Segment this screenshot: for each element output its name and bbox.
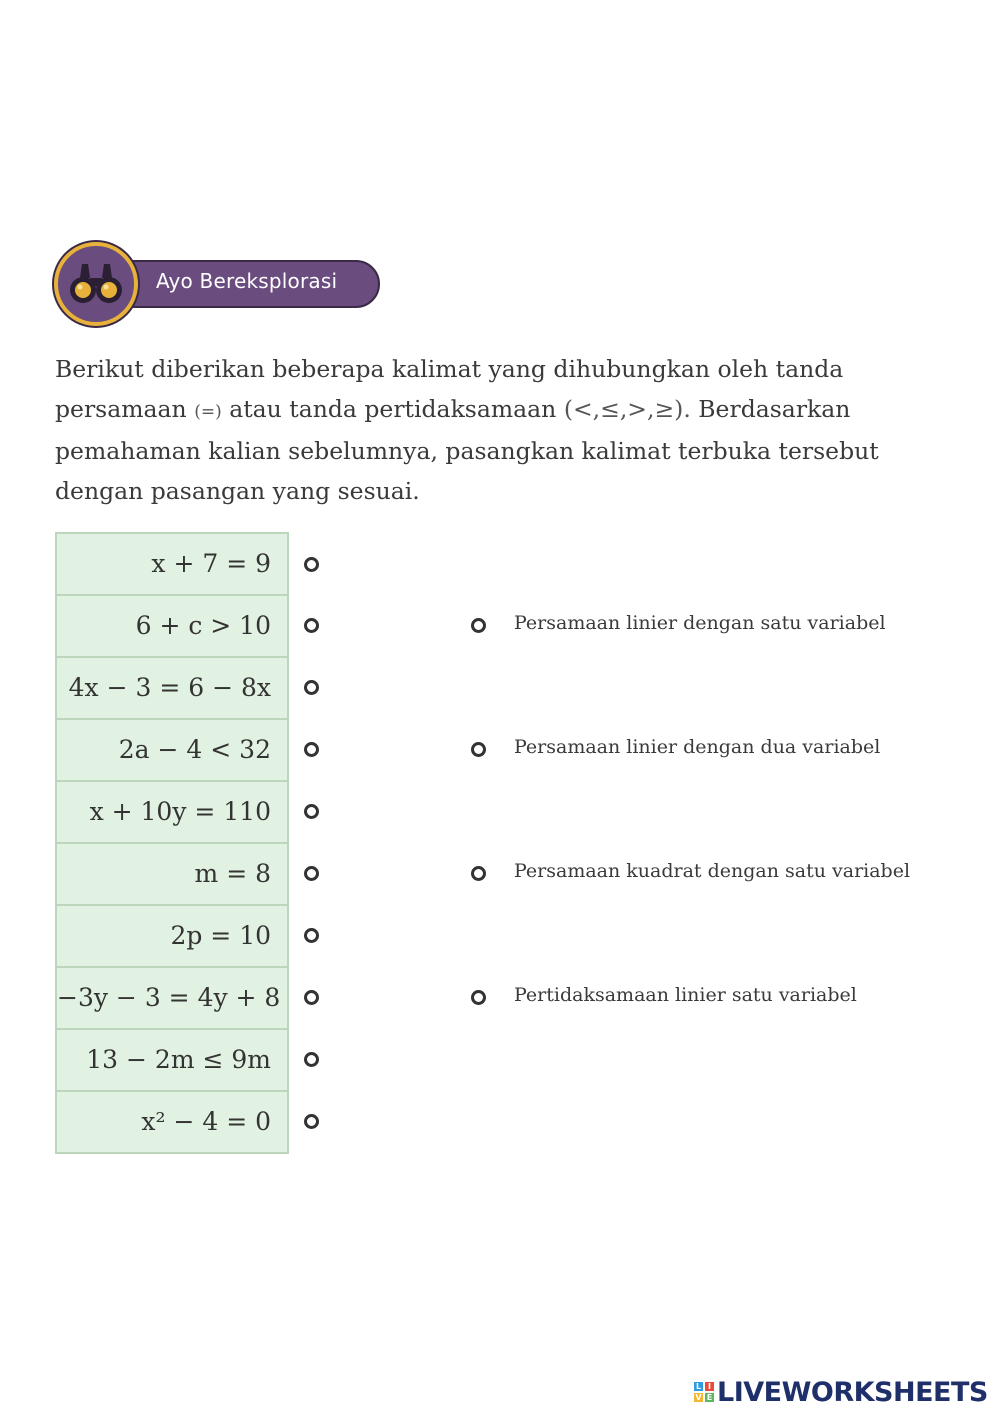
expression-cell: 2p = 10: [57, 906, 287, 968]
match-dot-expression-10[interactable]: [304, 1114, 319, 1129]
logo-text: LIVEWORKSHEETS: [717, 1376, 988, 1408]
match-dot-expression-4[interactable]: [304, 742, 319, 757]
category-label: Persamaan kuadrat dengan satu variabel: [514, 860, 911, 882]
match-dot-category-4[interactable]: [471, 990, 486, 1005]
instruction-paragraph: [55, 350, 955, 511]
logo-letter: V: [695, 1393, 702, 1402]
match-dot-expression-7[interactable]: [304, 928, 319, 943]
expression-cell: 2a − 4 < 32: [57, 720, 287, 782]
category-label: Persamaan linier dengan dua variabel: [514, 736, 881, 758]
match-dot-expression-5[interactable]: [304, 804, 319, 819]
inequality-symbols: (<,≤,>,≥).: [563, 394, 691, 423]
match-dot-category-1[interactable]: [471, 618, 486, 633]
expression-cell: m = 8: [57, 844, 287, 906]
expression-cell: x + 7 = 9: [57, 534, 287, 596]
match-dot-expression-6[interactable]: [304, 866, 319, 881]
expression-table: [55, 532, 289, 1154]
match-dot-expression-3[interactable]: [304, 680, 319, 695]
section-badge: [54, 242, 384, 328]
liveworksheets-logo: [694, 1374, 988, 1410]
category-label: Persamaan linier dengan satu variabel: [514, 612, 886, 634]
expression-cell: 4x − 3 = 6 − 8x: [57, 658, 287, 720]
logo-letter: L: [695, 1382, 702, 1391]
binoculars-icon: [54, 242, 138, 326]
badge-label: Ayo Bereksplorasi: [156, 269, 338, 293]
expression-cell: −3y − 3 = 4y + 8: [57, 968, 287, 1030]
category-label: Pertidaksamaan linier satu variabel: [514, 984, 857, 1006]
match-dot-expression-1[interactable]: [304, 557, 319, 572]
intro-text: atau tanda pertidaksamaan: [229, 394, 557, 423]
expression-cell: x² − 4 = 0: [57, 1092, 287, 1154]
equal-symbol: (=): [194, 401, 222, 422]
intro-line-2: [55, 390, 955, 433]
logo-letter: I: [705, 1382, 714, 1391]
expression-cell: 6 + c > 10: [57, 596, 287, 658]
expression-cell: x + 10y = 110: [57, 782, 287, 844]
logo-grid-icon: [694, 1382, 714, 1402]
match-dot-expression-2[interactable]: [304, 618, 319, 633]
intro-text: Berdasarkan: [698, 394, 851, 423]
intro-line-1: Berikut diberikan beberapa kalimat yang dihubungkan oleh tanda: [55, 355, 844, 383]
match-dot-category-3[interactable]: [471, 866, 486, 881]
intro-line-4: dengan pasangan yang sesuai.: [55, 476, 420, 505]
expression-cell: 13 − 2m ≤ 9m: [57, 1030, 287, 1092]
match-dot-category-2[interactable]: [471, 742, 486, 757]
match-dot-expression-9[interactable]: [304, 1052, 319, 1067]
logo-letter: E: [706, 1393, 713, 1402]
intro-line-3: pemahaman kalian sebelumnya, pasangkan kalimat terbuka tersebut: [55, 437, 879, 465]
match-dot-expression-8[interactable]: [304, 990, 319, 1005]
intro-text: persamaan: [55, 394, 187, 423]
